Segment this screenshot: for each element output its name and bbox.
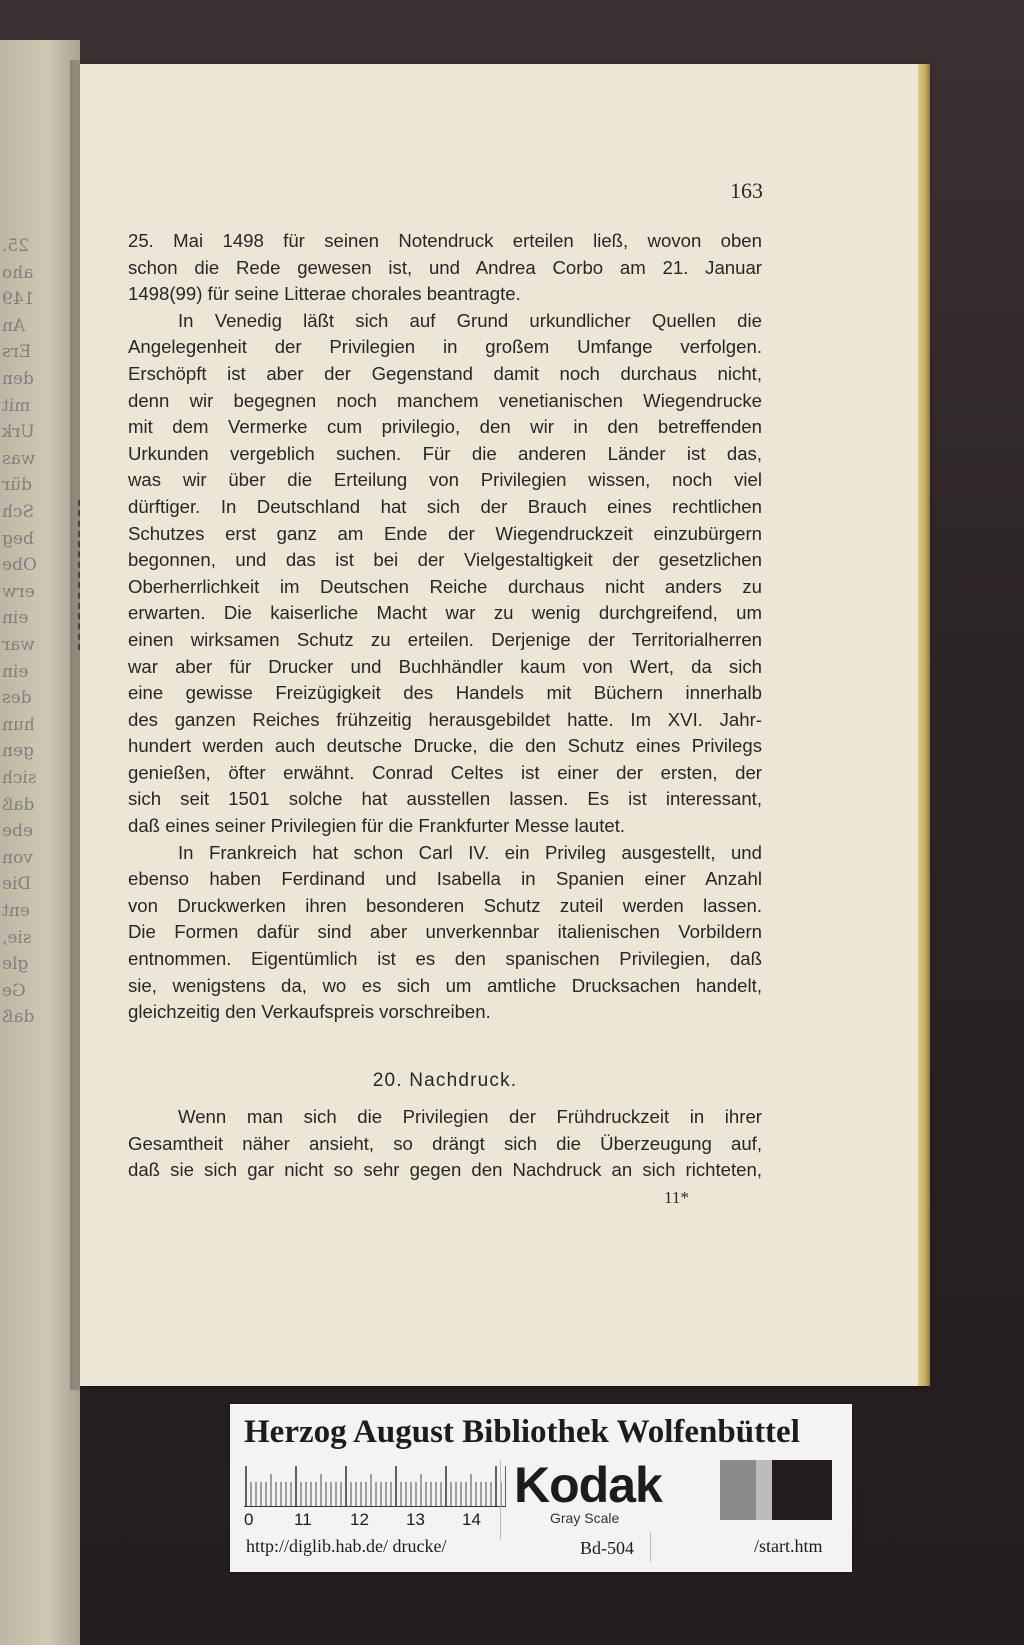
mirrored-text-fragment: Sch	[2, 502, 35, 522]
page-number: 163	[730, 178, 763, 203]
text-line: mit dem Vermerke cum privilegio, den wir in den betreffenden	[128, 416, 762, 438]
mirrored-text-fragment: daß	[2, 794, 35, 815]
ruler-divider	[500, 1460, 504, 1540]
text-line: sie, wenigstens da, wo es sich um amtliche Drucksachen handelt,	[128, 974, 762, 996]
gray-swatch-mid	[720, 1460, 756, 1520]
mirrored-text-fragment: aho	[2, 262, 34, 283]
mirrored-text-fragment: An	[2, 315, 26, 336]
text-line: erwarten. Die kaiserliche Macht war zu wenig durchgreifend, um	[128, 602, 762, 624]
mirrored-text-fragment: Ge	[2, 980, 26, 1001]
text-line: begonnen, und das ist bei der Vielgestaltigkeit der gesetzlichen	[128, 549, 762, 571]
text-line: In Venedig läßt sich auf Grund urkundlicher Quellen die	[178, 309, 762, 331]
ruler-label: 13	[406, 1510, 425, 1529]
mirrored-text-fragment: gle	[2, 954, 29, 975]
mirrored-text-fragment: den	[2, 369, 34, 389]
text-line: In Frankreich hat schon Carl IV. ein Privileg ausgestellt, und	[178, 841, 762, 863]
text-line: daß eines seiner Privilegien für die Frankfurter Messe lautet.	[128, 815, 626, 837]
gutter-marks	[78, 500, 83, 650]
mirrored-text-fragment: mit	[2, 395, 31, 416]
text-line: Angelegenheit der Privilegien in großem Umfange verfolgen.	[128, 336, 762, 358]
text-line: daß sie sich gar nicht so sehr gegen den Nachdruck an sich richteten,	[128, 1159, 762, 1181]
section-heading: 20. Nachdruck.	[372, 1070, 518, 1091]
mirrored-text-fragment: ebe	[2, 821, 34, 842]
text-line: Schutzes erst ganz am Ende der Wiegendruckzeit einzubürgern	[128, 522, 762, 544]
text-line: was wir über die Erteilung von Privilegien wissen, noch viel	[128, 469, 762, 491]
mirrored-text-fragment: sich	[2, 768, 37, 788]
text-line: 1498(99) für seine Litterae chorales beantragte.	[128, 283, 521, 305]
mirrored-text-fragment: ein	[2, 608, 29, 629]
ruler-label: 11	[294, 1510, 312, 1529]
text-line: Wenn man sich die Privilegien der Frühdruckzeit in ihrer	[178, 1106, 762, 1127]
mirrored-text-fragment: ent	[2, 901, 30, 921]
ruler-label: 0	[244, 1510, 254, 1529]
text-line: schon die Rede gewesen ist, und Andrea Corbo am 21. Januar	[128, 256, 762, 278]
text-line: war aber für Drucker und Buchhändler kaum von Wert, da sich	[128, 655, 762, 677]
signature-mark: 11*	[664, 1188, 689, 1207]
text-line: entnommen. Eigentümlich ist es den spanischen Privilegien, daß	[128, 948, 762, 970]
ruler-label: 14	[462, 1510, 481, 1529]
body-text	[128, 228, 762, 1026]
text-line: Urkunden vergeblich suchen. Für die anderen Länder ist das,	[128, 442, 762, 464]
library-reference-card	[230, 1404, 852, 1572]
text-line: von Druckwerken ihren besonderen Schutz zuteil werden lassen.	[128, 894, 762, 916]
mirrored-text-fragment: ein	[2, 661, 29, 682]
text-line: dürftiger. In Deutschland hat sich der Brauch eines rechtlichen	[128, 495, 762, 517]
text-line: Die Formen dafür sind aber unverkennbar italienischen Vorbildern	[128, 921, 762, 943]
mirrored-text-fragment: war	[2, 635, 35, 655]
text-line: hundert werden auch deutsche Drucke, die den Schutz eines Privilegs	[128, 735, 762, 757]
text-line: denn wir begegnen noch manchem venetianischen Wiegendrucke	[128, 389, 762, 411]
gray-swatch-dark	[772, 1460, 832, 1520]
text-line: Gesamtheit näher ansieht, so drängt sich die Überzeugung auf,	[128, 1132, 762, 1154]
shelfmark: Bd-504	[580, 1538, 634, 1558]
text-line: gleichzeitig den Verkaufspreis vorschreiben.	[128, 1001, 491, 1023]
mirrored-text-fragment: beg	[2, 528, 34, 549]
ruler-scale-icon	[244, 1464, 506, 1507]
mirrored-text-fragment: dür	[2, 475, 32, 496]
mirrored-text-fragment: 25.	[2, 236, 30, 256]
library-title: Herzog August Bibliothek Wolfenbüttel	[244, 1414, 800, 1450]
mirrored-text-fragment: gen	[2, 741, 34, 762]
text-line: Oberherrlichkeit im Deutschen Reiche durchaus nicht anders zu	[128, 575, 762, 597]
text-line: ebenso haben Ferdinand und Isabella in Spanien einer Anzahl	[128, 868, 762, 890]
mirrored-text-fragment: Ers	[2, 342, 32, 363]
kodak-logo: Kodak	[514, 1457, 662, 1513]
body-text-continued	[128, 1104, 762, 1184]
start-url: /start.htm	[754, 1536, 823, 1556]
previous-page-sliver	[0, 40, 80, 1645]
gray-swatch-light	[756, 1460, 772, 1520]
mirrored-text-fragment: des	[2, 688, 32, 709]
text-line: einen wirksamen Schutz zu erteilen. Derjenige der Territorialherren	[128, 628, 762, 650]
text-line: sich seit 1501 solche hat ausstellen lassen. Es ist interessant,	[128, 788, 762, 810]
mirrored-text-fragment: 149	[2, 289, 35, 310]
mirrored-text-fragment: was	[2, 448, 36, 469]
card-divider	[650, 1532, 651, 1562]
text-line: genießen, öfter erwähnt. Conrad Celtes ist einer der ersten, der	[128, 761, 762, 783]
mirrored-text-fragment: Obe	[2, 555, 37, 576]
text-line: des ganzen Reiches frühzeitig herausgebildet hatte. Im XVI. Jahr-	[128, 708, 762, 730]
text-line: 25. Mai 1498 für seinen Notendruck erteilen ließ, wovon oben	[128, 230, 762, 251]
text-line: eine gewisse Freizügigkeit des Handels mit Büchern innerhalb	[128, 682, 762, 704]
text-line: Erschöpft ist aber der Gegenstand damit noch durchaus nicht,	[128, 362, 762, 384]
mirrored-text-fragment: sie,	[2, 927, 32, 948]
ruler-labels	[244, 1510, 494, 1532]
mirrored-text-fragment: daß	[2, 1007, 35, 1028]
ruler-label: 12	[350, 1510, 369, 1529]
mirrored-text-fragment: Urk	[2, 422, 35, 443]
mirrored-text-fragment: Die	[2, 874, 32, 895]
page-edge	[918, 64, 930, 1386]
mirrored-text-fragment: von	[2, 847, 33, 868]
mirrored-text-fragment: erw	[2, 581, 35, 602]
gray-scale-label: Gray Scale	[550, 1510, 620, 1526]
mirrored-text-fragment: hun	[2, 714, 35, 735]
digital-library-url: http://diglib.hab.de/ drucke/	[246, 1536, 447, 1556]
